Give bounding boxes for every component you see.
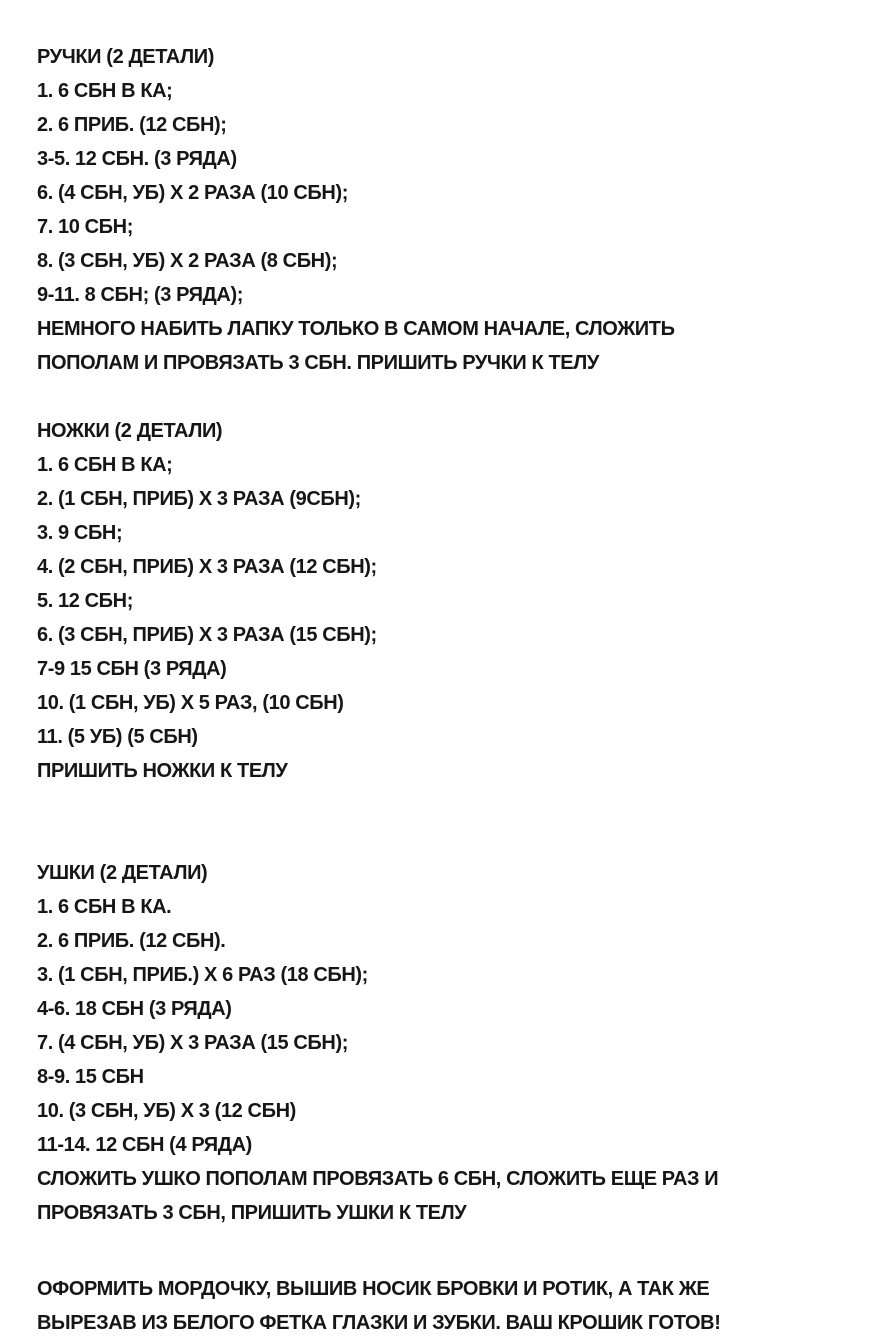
instruction-line: 5. 12 СБН; xyxy=(37,590,133,612)
instruction-line: 8. (3 СБН, УБ) Х 2 РАЗА (8 СБН); xyxy=(37,250,338,272)
instruction-line: 2. 6 ПРИБ. (12 СБН); xyxy=(37,114,227,136)
section-nozhki xyxy=(37,414,867,788)
instruction-line: 8-9. 15 СБН xyxy=(37,1066,144,1088)
instruction-line: ВЫРЕЗАВ ИЗ БЕЛОГО ФЕТКА ГЛАЗКИ И ЗУБКИ. ВАШ КРОШИК ГОТОВ! xyxy=(37,1312,721,1334)
section-final xyxy=(37,1272,867,1340)
instruction-line: 9-11. 8 СБН; (3 РЯДА); xyxy=(37,284,243,306)
instruction-line: 3. (1 СБН, ПРИБ.) Х 6 РАЗ (18 СБН); xyxy=(37,964,368,986)
instruction-line: ОФОРМИТЬ МОРДОЧКУ, ВЫШИВ НОСИК БРОВКИ И РОТИК, А ТАК ЖЕ xyxy=(37,1278,710,1300)
section-ruchki xyxy=(37,40,867,380)
instruction-line: НЕМНОГО НАБИТЬ ЛАПКУ ТОЛЬКО В САМОМ НАЧАЛЕ, СЛОЖИТЬ xyxy=(37,318,675,340)
instruction-line: 3-5. 12 СБН. (3 РЯДА) xyxy=(37,148,237,170)
instruction-line: 11-14. 12 СБН (4 РЯДА) xyxy=(37,1134,252,1156)
pattern-document xyxy=(37,40,867,1340)
instruction-line: 6. (3 СБН, ПРИБ) Х 3 РАЗА (15 СБН); xyxy=(37,624,377,646)
instruction-line: 1. 6 СБН В КА; xyxy=(37,80,173,102)
instruction-line: ПРИШИТЬ НОЖКИ К ТЕЛУ xyxy=(37,760,288,782)
instruction-line: 7. (4 СБН, УБ) Х 3 РАЗА (15 СБН); xyxy=(37,1032,348,1054)
section-title: НОЖКИ (2 ДЕТАЛИ) xyxy=(37,420,223,442)
instruction-line: ПОПОЛАМ И ПРОВЯЗАТЬ 3 СБН. ПРИШИТЬ РУЧКИ К ТЕЛУ xyxy=(37,352,599,374)
instruction-line: 7. 10 СБН; xyxy=(37,216,133,238)
section-title: УШКИ (2 ДЕТАЛИ) xyxy=(37,862,208,884)
instruction-line: 1. 6 СБН В КА; xyxy=(37,454,173,476)
instruction-line: 2. 6 ПРИБ. (12 СБН). xyxy=(37,930,226,952)
section-title: РУЧКИ (2 ДЕТАЛИ) xyxy=(37,46,214,68)
section-ushki xyxy=(37,856,867,1230)
instruction-line: 1. 6 СБН В КА. xyxy=(37,896,172,918)
instruction-line: 6. (4 СБН, УБ) Х 2 РАЗА (10 СБН); xyxy=(37,182,348,204)
instruction-line: 3. 9 СБН; xyxy=(37,522,123,544)
instruction-line: 11. (5 УБ) (5 СБН) xyxy=(37,726,198,748)
instruction-line: 7-9 15 СБН (3 РЯДА) xyxy=(37,658,227,680)
instruction-line: 4. (2 СБН, ПРИБ) Х 3 РАЗА (12 СБН); xyxy=(37,556,377,578)
instruction-line: 2. (1 СБН, ПРИБ) Х 3 РАЗА (9СБН); xyxy=(37,488,361,510)
instruction-line: 4-6. 18 СБН (3 РЯДА) xyxy=(37,998,232,1020)
instruction-line: 10. (3 СБН, УБ) Х 3 (12 СБН) xyxy=(37,1100,296,1122)
instruction-line: ПРОВЯЗАТЬ 3 СБН, ПРИШИТЬ УШКИ К ТЕЛУ xyxy=(37,1202,467,1224)
instruction-line: СЛОЖИТЬ УШКО ПОПОЛАМ ПРОВЯЗАТЬ 6 СБН, СЛОЖИТЬ ЕЩЕ РАЗ И xyxy=(37,1168,719,1190)
instruction-line: 10. (1 СБН, УБ) Х 5 РАЗ, (10 СБН) xyxy=(37,692,344,714)
